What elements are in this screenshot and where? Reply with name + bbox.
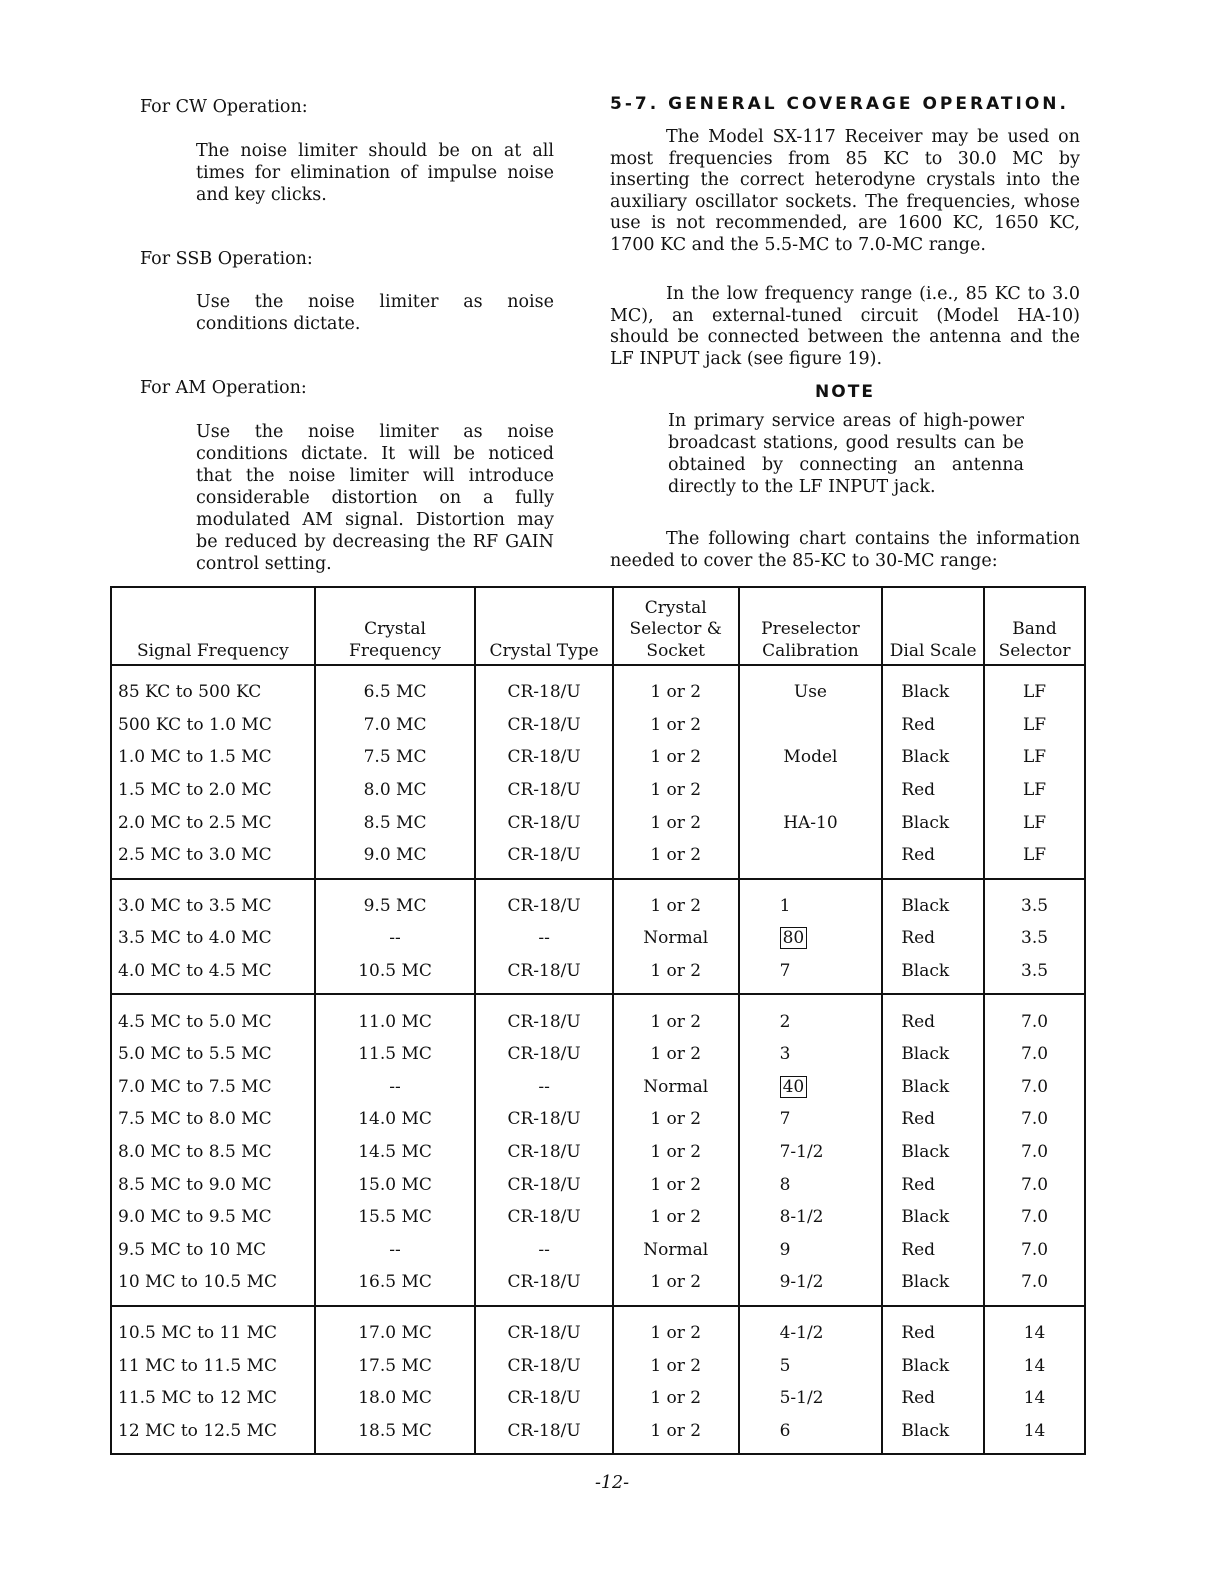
table-row xyxy=(111,994,1085,1038)
band-selector-cell: 7.0 xyxy=(984,1234,1085,1267)
band-selector-cell: 7.0 xyxy=(984,1168,1085,1201)
signal-frequency-cell: 11 MC to 11.5 MC xyxy=(111,1349,315,1382)
signal-frequency-cell: 2.5 MC to 3.0 MC xyxy=(111,839,315,879)
band-selector-cell: 7.0 xyxy=(984,1103,1085,1136)
preselector-cell: HA-10 xyxy=(739,806,883,839)
crystal-selector-cell: 1 or 2 xyxy=(613,665,739,709)
crystal-selector-cell: 1 or 2 xyxy=(613,1103,739,1136)
crystal-selector-cell: 1 or 2 xyxy=(613,741,739,774)
dial-scale-cell: Red xyxy=(882,1103,984,1136)
crystal-selector-cell: 1 or 2 xyxy=(613,1306,739,1350)
table-group xyxy=(111,879,1085,995)
crystal-frequency-cell: -- xyxy=(315,922,476,955)
ssb-operation-heading: For SSB Operation: xyxy=(140,249,313,269)
table-group xyxy=(111,1306,1085,1454)
dial-scale-cell: Black xyxy=(882,741,984,774)
crystal-frequency-cell: -- xyxy=(315,1234,476,1267)
crystal-type-cell: CR-18/U xyxy=(475,1414,613,1454)
crystal-selector-cell: 1 or 2 xyxy=(613,774,739,807)
preselector-cell xyxy=(739,774,883,807)
preselector-cell: 8-1/2 xyxy=(739,1201,883,1234)
crystal-type-cell: CR-18/U xyxy=(475,1136,613,1169)
crystal-frequency-cell: 7.0 MC xyxy=(315,709,476,742)
crystal-frequency-cell: 10.5 MC xyxy=(315,955,476,995)
signal-frequency-cell: 5.0 MC to 5.5 MC xyxy=(111,1038,315,1071)
band-selector-cell: 14 xyxy=(984,1306,1085,1350)
dial-scale-cell: Red xyxy=(882,709,984,742)
general-coverage-paragraph-2 xyxy=(610,284,1080,370)
crystal-type-cell: CR-18/U xyxy=(475,774,613,807)
crystal-type-cell: CR-18/U xyxy=(475,709,613,742)
table-row xyxy=(111,1349,1085,1382)
dial-scale-cell: Red xyxy=(882,922,984,955)
band-selector-cell: 7.0 xyxy=(984,994,1085,1038)
table-row xyxy=(111,709,1085,742)
am-operation-heading: For AM Operation: xyxy=(140,378,307,398)
cw-operation-text: The noise limiter should be on at all times for elimination of impulse noise and key clicks. xyxy=(196,141,554,205)
crystal-type-cell: -- xyxy=(475,922,613,955)
table-row xyxy=(111,839,1085,879)
signal-frequency-cell: 3.0 MC to 3.5 MC xyxy=(111,879,315,923)
crystal-selector-cell: 1 or 2 xyxy=(613,1349,739,1382)
preselector-cell xyxy=(739,1071,883,1104)
crystal-selector-cell: 1 or 2 xyxy=(613,839,739,879)
preselector-cell: 7 xyxy=(739,1103,883,1136)
table-row xyxy=(111,1234,1085,1267)
table-row xyxy=(111,1382,1085,1415)
crystal-type-cell: CR-18/U xyxy=(475,1382,613,1415)
dial-scale-cell: Black xyxy=(882,1071,984,1104)
crystal-selector-cell: 1 or 2 xyxy=(613,1382,739,1415)
signal-frequency-cell: 4.0 MC to 4.5 MC xyxy=(111,955,315,995)
header-dial-scale: Dial Scale xyxy=(882,587,984,665)
preselector-cell xyxy=(739,709,883,742)
dial-scale-cell: Red xyxy=(882,839,984,879)
crystal-type-cell: -- xyxy=(475,1234,613,1267)
band-selector-cell: 7.0 xyxy=(984,1266,1085,1306)
signal-frequency-cell: 9.5 MC to 10 MC xyxy=(111,1234,315,1267)
band-selector-cell: LF xyxy=(984,774,1085,807)
crystal-frequency-cell: 18.0 MC xyxy=(315,1382,476,1415)
preselector-cell: Model xyxy=(739,741,883,774)
crystal-frequency-cell: 16.5 MC xyxy=(315,1266,476,1306)
crystal-frequency-cell: 9.0 MC xyxy=(315,839,476,879)
table-row xyxy=(111,955,1085,995)
band-selector-cell: LF xyxy=(984,665,1085,709)
signal-frequency-cell: 9.0 MC to 9.5 MC xyxy=(111,1201,315,1234)
table-row xyxy=(111,1306,1085,1350)
band-selector-cell: LF xyxy=(984,741,1085,774)
crystal-selector-cell: 1 or 2 xyxy=(613,806,739,839)
table-row xyxy=(111,741,1085,774)
crystal-selector-cell: 1 or 2 xyxy=(613,1266,739,1306)
crystal-frequency-cell: 15.5 MC xyxy=(315,1201,476,1234)
header-crystal-type: Crystal Type xyxy=(475,587,613,665)
band-selector-cell: 7.0 xyxy=(984,1201,1085,1234)
dial-scale-cell: Black xyxy=(882,1201,984,1234)
band-selector-cell: 3.5 xyxy=(984,879,1085,923)
crystal-frequency-cell: -- xyxy=(315,1071,476,1104)
band-selector-cell: 7.0 xyxy=(984,1136,1085,1169)
dial-scale-cell: Black xyxy=(882,955,984,995)
header-signal-frequency: Signal Frequency xyxy=(111,587,315,665)
crystal-selector-cell: 1 or 2 xyxy=(613,1201,739,1234)
crystal-frequency-cell: 8.5 MC xyxy=(315,806,476,839)
preselector-cell: 6 xyxy=(739,1414,883,1454)
crystal-type-cell: CR-18/U xyxy=(475,1266,613,1306)
ssb-operation-text: Use the noise limiter as noise conditions dictate. xyxy=(196,292,554,334)
signal-frequency-cell: 8.5 MC to 9.0 MC xyxy=(111,1168,315,1201)
signal-frequency-cell: 12 MC to 12.5 MC xyxy=(111,1414,315,1454)
band-selector-cell: LF xyxy=(984,709,1085,742)
preselector-cell: 7-1/2 xyxy=(739,1136,883,1169)
signal-frequency-cell: 1.5 MC to 2.0 MC xyxy=(111,774,315,807)
crystal-type-cell: CR-18/U xyxy=(475,955,613,995)
band-selector-cell: LF xyxy=(984,806,1085,839)
preselector-cell: 5 xyxy=(739,1349,883,1382)
crystal-type-cell: CR-18/U xyxy=(475,665,613,709)
dial-scale-cell: Red xyxy=(882,1382,984,1415)
signal-frequency-cell: 7.0 MC to 7.5 MC xyxy=(111,1071,315,1104)
crystal-frequency-cell: 18.5 MC xyxy=(315,1414,476,1454)
dial-scale-cell: Black xyxy=(882,665,984,709)
para-3: The following chart contains the information needed to cover the 85-KC to 30-MC range: xyxy=(610,529,1080,571)
crystal-type-cell: CR-18/U xyxy=(475,994,613,1038)
dial-scale-cell: Black xyxy=(882,1266,984,1306)
table-row xyxy=(111,1266,1085,1306)
dial-scale-cell: Red xyxy=(882,1234,984,1267)
crystal-frequency-cell: 6.5 MC xyxy=(315,665,476,709)
header-crystal-frequency: Crystal Frequency xyxy=(315,587,476,665)
dial-scale-cell: Red xyxy=(882,1306,984,1350)
crystal-selector-cell: Normal xyxy=(613,1071,739,1104)
note-title: NOTE xyxy=(815,382,875,402)
preselector-cell: 9 xyxy=(739,1234,883,1267)
crystal-type-cell: CR-18/U xyxy=(475,839,613,879)
dial-scale-cell: Black xyxy=(882,879,984,923)
signal-frequency-cell: 2.0 MC to 2.5 MC xyxy=(111,806,315,839)
preselector-cell: 4-1/2 xyxy=(739,1306,883,1350)
general-coverage-paragraph-3 xyxy=(610,529,1080,572)
crystal-type-cell: CR-18/U xyxy=(475,1349,613,1382)
crystal-type-cell: CR-18/U xyxy=(475,741,613,774)
crystal-type-cell: CR-18/U xyxy=(475,1038,613,1071)
cw-operation-heading: For CW Operation: xyxy=(140,97,308,117)
crystal-type-cell: CR-18/U xyxy=(475,806,613,839)
para-2: In the low frequency range (i.e., 85 KC to 3.0 MC), an external-tuned circuit (Model HA-10) should be connected between the antenna and the LF INPUT jack (see figure 19). xyxy=(610,284,1080,369)
crystal-frequency-cell: 17.5 MC xyxy=(315,1349,476,1382)
crystal-selector-cell: 1 or 2 xyxy=(613,879,739,923)
crystal-type-cell: CR-18/U xyxy=(475,879,613,923)
crystal-frequency-cell: 17.0 MC xyxy=(315,1306,476,1350)
crystal-frequency-cell: 11.5 MC xyxy=(315,1038,476,1071)
crystal-frequency-cell: 14.5 MC xyxy=(315,1136,476,1169)
crystal-type-cell: CR-18/U xyxy=(475,1306,613,1350)
general-coverage-paragraph-1 xyxy=(610,127,1080,257)
signal-frequency-cell: 4.5 MC to 5.0 MC xyxy=(111,994,315,1038)
table-row xyxy=(111,1136,1085,1169)
crystal-chart-table xyxy=(110,586,1086,1455)
signal-frequency-cell: 11.5 MC to 12 MC xyxy=(111,1382,315,1415)
band-selector-cell: 14 xyxy=(984,1349,1085,1382)
signal-frequency-cell: 85 KC to 500 KC xyxy=(111,665,315,709)
preselector-cell: Use xyxy=(739,665,883,709)
boxed-calibration-value: 40 xyxy=(780,1076,808,1098)
dial-scale-cell: Red xyxy=(882,1168,984,1201)
band-selector-cell: 14 xyxy=(984,1382,1085,1415)
dial-scale-cell: Black xyxy=(882,806,984,839)
band-selector-cell: 7.0 xyxy=(984,1038,1085,1071)
signal-frequency-cell: 10.5 MC to 11 MC xyxy=(111,1306,315,1350)
crystal-frequency-cell: 8.0 MC xyxy=(315,774,476,807)
signal-frequency-cell: 3.5 MC to 4.0 MC xyxy=(111,922,315,955)
band-selector-cell: 3.5 xyxy=(984,922,1085,955)
preselector-cell: 2 xyxy=(739,994,883,1038)
para-1: The Model SX-117 Receiver may be used on most frequencies from 85 KC to 30.0 MC by inserting the correct heterodyne crystals into the auxiliary oscillator sockets. The frequencies, whose use is not recommended, are 1600 KC, 1650 KC, 1700 KC and the 5.5-MC to 7.0-MC range. xyxy=(610,127,1080,255)
table-row xyxy=(111,1414,1085,1454)
crystal-selector-cell: 1 or 2 xyxy=(613,1414,739,1454)
dial-scale-cell: Black xyxy=(882,1136,984,1169)
preselector-cell: 1 xyxy=(739,879,883,923)
note-text: In primary service areas of high-power broadcast stations, good results can be obtained by connecting an antenna directly to the LF INPUT jack. xyxy=(668,411,1024,497)
header-preselector-calibration: Preselector Calibration xyxy=(739,587,883,665)
preselector-cell: 8 xyxy=(739,1168,883,1201)
table-header-row xyxy=(111,587,1085,665)
crystal-frequency-cell: 14.0 MC xyxy=(315,1103,476,1136)
dial-scale-cell: Black xyxy=(882,1038,984,1071)
preselector-cell: 3 xyxy=(739,1038,883,1071)
signal-frequency-cell: 8.0 MC to 8.5 MC xyxy=(111,1136,315,1169)
crystal-selector-cell: Normal xyxy=(613,1234,739,1267)
table-row xyxy=(111,1038,1085,1071)
dial-scale-cell: Red xyxy=(882,774,984,807)
crystal-type-cell: CR-18/U xyxy=(475,1201,613,1234)
crystal-selector-cell: 1 or 2 xyxy=(613,1168,739,1201)
signal-frequency-cell: 10 MC to 10.5 MC xyxy=(111,1266,315,1306)
crystal-type-cell: CR-18/U xyxy=(475,1103,613,1136)
table-group xyxy=(111,665,1085,879)
page-number: -12- xyxy=(594,1473,630,1493)
table-row xyxy=(111,1103,1085,1136)
table-row xyxy=(111,806,1085,839)
crystal-type-cell: CR-18/U xyxy=(475,1168,613,1201)
crystal-frequency-cell: 15.0 MC xyxy=(315,1168,476,1201)
header-crystal-selector: Crystal Selector & Socket xyxy=(613,587,739,665)
boxed-calibration-value: 80 xyxy=(780,927,808,949)
table-row xyxy=(111,922,1085,955)
am-operation-text: Use the noise limiter as noise conditions dictate. It will be noticed that the noise limiter will introduce considerable distortion on a fully modulated AM signal. Distortion may be reduced by decreasing the RF GAIN control setting. xyxy=(196,422,554,574)
crystal-frequency-cell: 11.0 MC xyxy=(315,994,476,1038)
crystal-selector-cell: 1 or 2 xyxy=(613,994,739,1038)
table-row xyxy=(111,879,1085,923)
crystal-selector-cell: Normal xyxy=(613,922,739,955)
preselector-cell: 7 xyxy=(739,955,883,995)
table-group xyxy=(111,994,1085,1305)
crystal-selector-cell: 1 or 2 xyxy=(613,1136,739,1169)
table-row xyxy=(111,774,1085,807)
dial-scale-cell: Black xyxy=(882,1414,984,1454)
crystal-selector-cell: 1 or 2 xyxy=(613,1038,739,1071)
signal-frequency-cell: 7.5 MC to 8.0 MC xyxy=(111,1103,315,1136)
band-selector-cell: 7.0 xyxy=(984,1071,1085,1104)
section-title: 5-7. GENERAL COVERAGE OPERATION. xyxy=(610,94,1069,114)
crystal-frequency-cell: 9.5 MC xyxy=(315,879,476,923)
band-selector-cell: LF xyxy=(984,839,1085,879)
preselector-cell: 9-1/2 xyxy=(739,1266,883,1306)
crystal-selector-cell: 1 or 2 xyxy=(613,955,739,995)
preselector-cell: 5-1/2 xyxy=(739,1382,883,1415)
crystal-type-cell: -- xyxy=(475,1071,613,1104)
dial-scale-cell: Black xyxy=(882,1349,984,1382)
preselector-cell xyxy=(739,922,883,955)
signal-frequency-cell: 500 KC to 1.0 MC xyxy=(111,709,315,742)
header-band-selector: Band Selector xyxy=(984,587,1085,665)
crystal-selector-cell: 1 or 2 xyxy=(613,709,739,742)
table-row xyxy=(111,1168,1085,1201)
dial-scale-cell: Red xyxy=(882,994,984,1038)
signal-frequency-cell: 1.0 MC to 1.5 MC xyxy=(111,741,315,774)
table-row xyxy=(111,1201,1085,1234)
preselector-cell xyxy=(739,839,883,879)
table-row xyxy=(111,1071,1085,1104)
band-selector-cell: 14 xyxy=(984,1414,1085,1454)
crystal-frequency-cell: 7.5 MC xyxy=(315,741,476,774)
table-row xyxy=(111,665,1085,709)
band-selector-cell: 3.5 xyxy=(984,955,1085,995)
